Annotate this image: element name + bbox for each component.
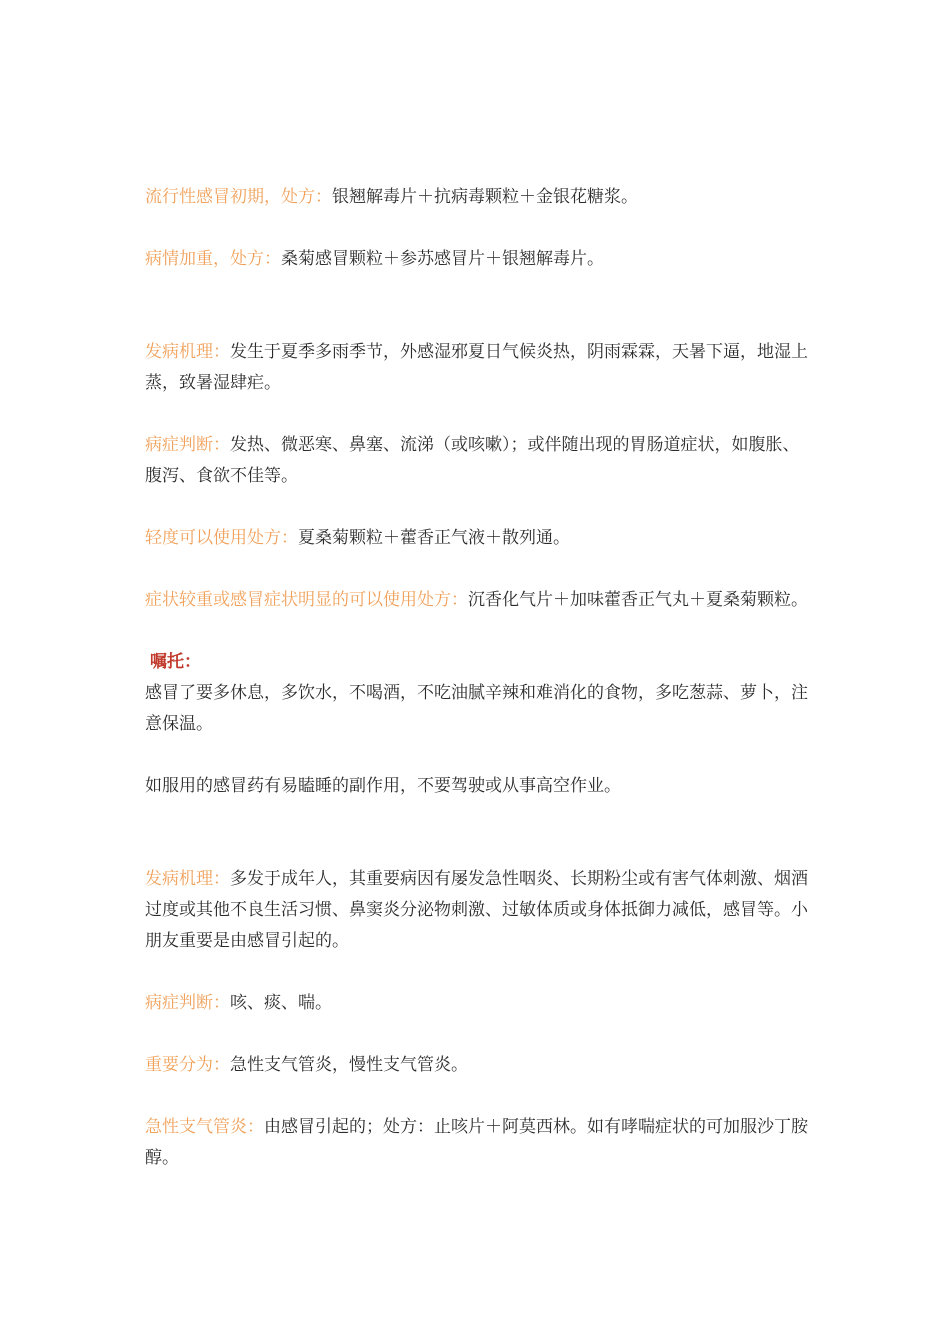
- paragraph-text: 发生于夏季多雨季节，外感湿邪夏日气候炎热，阴雨霖霖，天暑下逼，地湿上蒸，致暑湿肆疟。: [145, 342, 808, 393]
- paragraph-label: 流行性感冒初期，处方：: [145, 187, 332, 207]
- paragraph-summer-symptoms: [145, 430, 813, 492]
- paragraph-text: 沉香化气片＋加味藿香正气丸＋夏桑菊颗粒。: [468, 590, 808, 610]
- paragraph-label: 急性支气管炎：: [145, 1117, 264, 1137]
- section-gap: [145, 306, 813, 337]
- paragraph-text: 由感冒引起的；处方：止咳片＋阿莫西林。如有哮喘症状的可加服沙丁胺醇。: [145, 1117, 808, 1168]
- paragraph-text: 咳、痰、喘。: [230, 993, 332, 1013]
- paragraph-bronchitis-mechanism: [145, 864, 813, 957]
- paragraph-text: 急性支气管炎，慢性支气管炎。: [230, 1055, 468, 1075]
- paragraph-label: 发病机理：: [145, 869, 230, 889]
- paragraph-text: 多发于成年人，其重要病因有屡发急性咽炎、长期粉尘或有害气体刺激、烟酒过度或其他不良生活习惯、鼻窦炎分泌物刺激、过敏体质或身体抵御力减低，感冒等。小朋友重要是由感冒引起的。: [145, 869, 808, 951]
- paragraph-label: 发病机理：: [145, 342, 230, 362]
- section-gap: [145, 833, 813, 864]
- paragraph-bronchitis-types: [145, 1050, 813, 1081]
- paragraph-flu-early: [145, 182, 813, 213]
- paragraph-bronchitis-symptoms: [145, 988, 813, 1019]
- paragraph-label: 重要分为：: [145, 1055, 230, 1075]
- document-content: [145, 182, 813, 1174]
- paragraph-severe-prescription: [145, 585, 813, 616]
- paragraph-text: 发热、微恶寒、鼻塞、流涕（或咳嗽）；或伴随出现的胃肠道症状，如腹胀、腹泻、食欲不佳等。: [145, 435, 800, 486]
- paragraph-label: 症状较重或感冒症状明显的可以使用处方：: [145, 590, 468, 610]
- paragraph-label: 病症判断：: [145, 993, 230, 1013]
- paragraph-label: 轻度可以使用处方：: [145, 528, 298, 548]
- paragraph-label: 病情加重，处方：: [145, 249, 281, 269]
- paragraph-mild-prescription: [145, 523, 813, 554]
- notice-paragraph: 感冒了要多休息，多饮水，不喝酒，不吃油腻辛辣和难消化的食物，多吃葱蒜、萝卜，注意保温。: [145, 683, 808, 734]
- paragraph-acute-bronchitis: [145, 1112, 813, 1174]
- paragraph-summer-mechanism: [145, 337, 813, 399]
- notice-paragraph: 如服用的感冒药有易瞌睡的副作用，不要驾驶或从事高空作业。: [145, 776, 621, 796]
- paragraph-flu-worse: [145, 244, 813, 275]
- paragraph-text: 夏桑菊颗粒＋藿香正气液＋散列通。: [298, 528, 570, 548]
- paragraph-label: 病症判断：: [145, 435, 230, 455]
- paragraph-text: 桑菊感冒颗粒＋参苏感冒片＋银翘解毒片。: [281, 249, 604, 269]
- notice-heading: 嘱托：: [150, 652, 201, 672]
- paragraph-text: 银翘解毒片＋抗病毒颗粒＋金银花糖浆。: [332, 187, 638, 207]
